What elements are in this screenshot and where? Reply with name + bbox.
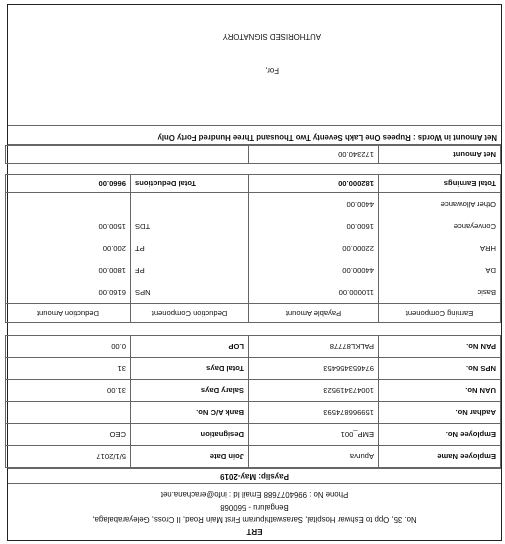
employee-info-row bbox=[6, 402, 501, 424]
info-label: NPS No. bbox=[379, 358, 501, 380]
earnings-row bbox=[6, 281, 501, 304]
employee-info-row bbox=[6, 424, 501, 446]
earning-component: Basic bbox=[379, 281, 501, 304]
deduction-component: NPS bbox=[131, 281, 249, 304]
payable-amount: 110000.00 bbox=[249, 281, 379, 304]
earning-component: Conveyance bbox=[379, 215, 501, 237]
info-value: Apurva bbox=[249, 446, 379, 468]
earnings-header-row bbox=[6, 304, 501, 323]
employee-info-row bbox=[6, 336, 501, 358]
deduction-amount: 200.00 bbox=[6, 237, 131, 259]
payable-amount: 44000.00 bbox=[249, 259, 379, 281]
total-deductions-label: Total Deductions bbox=[131, 175, 249, 193]
info-value: 31 bbox=[6, 358, 131, 380]
info-label: Designation bbox=[131, 424, 249, 446]
company-address-line2: Bengaluru - 560068 bbox=[220, 502, 289, 512]
info-label: LOP bbox=[131, 336, 249, 358]
info-label: Salary Days bbox=[131, 380, 249, 402]
total-earnings-label: Total Earnings bbox=[379, 175, 501, 193]
company-name: ERT bbox=[246, 527, 263, 536]
authorised-signatory: AUTHORISED SIGNATORY bbox=[222, 32, 321, 42]
earning-component: DA bbox=[379, 259, 501, 281]
total-deductions-value: 9660.00 bbox=[6, 175, 131, 193]
deduction-component: PF bbox=[131, 259, 249, 281]
deduction-component bbox=[131, 193, 249, 216]
spacer bbox=[8, 323, 501, 335]
earnings-row bbox=[6, 237, 501, 259]
totals-row bbox=[6, 175, 501, 193]
payslip-title: Payslip: May-2019 bbox=[8, 468, 501, 483]
info-label: Bank A/C No. bbox=[131, 402, 249, 424]
deduction-component: TDS bbox=[131, 215, 249, 237]
payslip-sheet bbox=[7, 4, 502, 541]
info-value bbox=[6, 402, 131, 424]
net-amount-table bbox=[5, 145, 501, 164]
net-amount-value: 172340.00 bbox=[249, 146, 379, 164]
col-header-deduction-component: Deduction Component bbox=[131, 304, 249, 323]
info-value: PALKL87778 bbox=[249, 336, 379, 358]
info-value: CEO bbox=[6, 424, 131, 446]
employee-info-table bbox=[5, 335, 501, 468]
deduction-amount: 1500.00 bbox=[6, 215, 131, 237]
info-label: Total Days bbox=[131, 358, 249, 380]
deduction-amount: 1800.00 bbox=[6, 259, 131, 281]
earnings-row bbox=[6, 193, 501, 216]
info-label: Employee Name bbox=[379, 446, 501, 468]
earnings-deductions-table bbox=[5, 174, 501, 323]
col-header-earning-component: Earning Component bbox=[379, 304, 501, 323]
earnings-row bbox=[6, 259, 501, 281]
info-value: 5/1/2017 bbox=[6, 446, 131, 468]
info-label: Join Date bbox=[131, 446, 249, 468]
info-value: 974653456453 bbox=[249, 358, 379, 380]
info-value: 0.00 bbox=[6, 336, 131, 358]
info-label: PAN No. bbox=[379, 336, 501, 358]
employee-info-row bbox=[6, 358, 501, 380]
info-value: 100473419523 bbox=[249, 380, 379, 402]
payable-amount: 4400.00 bbox=[249, 193, 379, 216]
signature-block bbox=[8, 13, 501, 125]
info-label: UAN No. bbox=[379, 380, 501, 402]
info-label: Employee No. bbox=[379, 424, 501, 446]
net-amount-row bbox=[6, 146, 501, 164]
deduction-amount bbox=[6, 193, 131, 216]
col-header-payable-amount: Payable Amount bbox=[249, 304, 379, 323]
earning-component: HRA bbox=[379, 237, 501, 259]
info-label: Aadhar No. bbox=[379, 402, 501, 424]
deduction-component: PT bbox=[131, 237, 249, 259]
info-value: 31.00 bbox=[6, 380, 131, 402]
total-earnings-value: 182000.00 bbox=[249, 175, 379, 193]
net-amount-in-words: Net Amount in Words : Rupees One Lakh Seventy Two Thousand Three Hundred Forty Only bbox=[8, 125, 501, 145]
payable-amount: 1600.00 bbox=[249, 215, 379, 237]
col-header-deduction-amount: Deduction Amount bbox=[6, 304, 131, 323]
company-address-line1: No. 35, Opp to Eshwar Hospital, Saraswathipuram First Main Road, II Cross, Geleyarabalaga, bbox=[92, 514, 417, 524]
net-amount-empty bbox=[6, 146, 249, 164]
employee-info-row bbox=[6, 380, 501, 402]
net-amount-label: Net Amount bbox=[379, 146, 501, 164]
company-header bbox=[8, 483, 501, 540]
employee-info-row bbox=[6, 446, 501, 468]
earning-component: Other Allowance bbox=[379, 193, 501, 216]
for-label: For, bbox=[265, 66, 279, 76]
info-value: EMP_001 bbox=[249, 424, 379, 446]
earnings-row bbox=[6, 215, 501, 237]
deduction-amount: 6160.00 bbox=[6, 281, 131, 304]
payable-amount: 22000.00 bbox=[249, 237, 379, 259]
info-value: 159966874593 bbox=[249, 402, 379, 424]
company-contact: Phone No : 9964077688 Email Id : info@erachana.net bbox=[160, 490, 349, 500]
spacer bbox=[8, 164, 501, 174]
